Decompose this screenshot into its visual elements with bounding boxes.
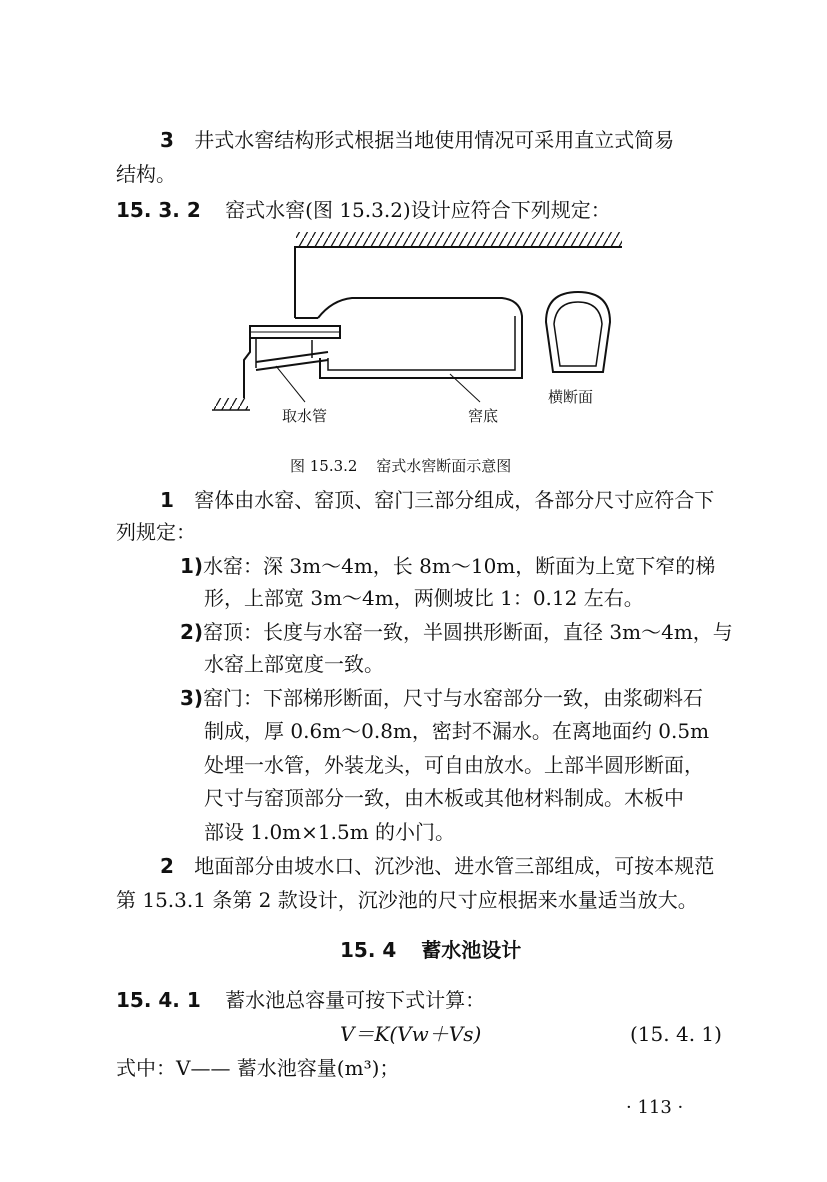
item-number: 1	[160, 488, 174, 512]
section-number: 15. 4	[340, 938, 397, 962]
label-cistern-bottom: 窖底	[468, 407, 499, 425]
ground-hatch-bottom	[214, 398, 248, 410]
sub-item-3-line2: 制成，厚 0.6m～0.8m，密封不漏水。在离地面约 0.5m	[204, 719, 710, 743]
section-heading-15-4	[340, 936, 521, 964]
item-3-continued: 结构。	[116, 162, 176, 186]
ground-hatch-top	[296, 232, 622, 246]
cave-cistern-diagram	[0, 0, 827, 480]
clause-15-4-1	[116, 986, 485, 1014]
sub-item-text: 水窑：深 3m～4m，长 8m～10m，断面为上宽下窄的梯	[203, 554, 716, 578]
sub-item-number: 2)	[180, 620, 204, 644]
sub-item-number: 3)	[180, 686, 204, 710]
page-number: · 113 ·	[626, 1097, 684, 1118]
formula-where: 式中：V—— 蓄水池容量(m³)；	[116, 1056, 400, 1080]
item-text: 地面部分由坡水口、沉沙池、进水管三部组成，可按本规范	[194, 854, 715, 878]
clause-number: 15. 4. 1	[116, 988, 201, 1012]
sub-item-3-line4: 尺寸与窑顶部分一致，由木板或其他材料制成。木板中	[204, 786, 684, 810]
vault-lining	[328, 316, 515, 370]
caption-number: 图 15.3.2	[290, 457, 358, 475]
sub-item-3-line5: 部设 1.0m×1.5m 的小门。	[204, 820, 456, 844]
clause-text: 蓄水池总容量可按下式计算：	[225, 988, 486, 1012]
leader-intake	[276, 366, 305, 402]
item-1	[160, 486, 714, 514]
clause-text: 窑式水窖(图 15.3.2)设计应符合下列规定：	[225, 198, 611, 222]
sub-item-text: 窑门：下部梯形断面，尺寸与水窑部分一致，由浆砌料石	[203, 686, 704, 710]
label-intake-pipe: 取水管	[282, 407, 328, 425]
sub-item-1-continued: 形，上部宽 3m～4m，两侧坡比 1：0.12 左右。	[204, 586, 644, 610]
caption-text: 窑式水窖断面示意图	[376, 457, 512, 475]
cross-section-inner	[554, 302, 602, 366]
sub-item-1	[180, 552, 715, 580]
section-title: 蓄水池设计	[421, 938, 522, 962]
front-wall	[244, 338, 250, 398]
sub-item-3-line3: 处埋一水管，外装龙头，可自由放水。上部半圆形断面，	[204, 753, 704, 777]
item-text: 窖体由水窑、窑顶、窑门三部分组成，各部分尺寸应符合下	[194, 488, 715, 512]
label-cross-section: 横断面	[548, 388, 594, 406]
sub-item-2-continued: 水窑上部宽度一致。	[204, 652, 384, 676]
formula-expression: V＝K(Vw＋Vs)	[340, 1022, 482, 1046]
clause-number: 15. 3. 2	[116, 198, 201, 222]
figure-caption	[290, 452, 511, 480]
item-1-continued: 列规定：	[116, 520, 196, 544]
sub-item-text: 窑顶：长度与水窑一致，半圆拱形断面，直径 3m～4m，与	[203, 620, 733, 644]
sub-item-3	[180, 684, 703, 712]
item-text: 井式水窖结构形式根据当地使用情况可采用直立式简易	[194, 128, 675, 152]
formula-number: (15. 4. 1)	[630, 1022, 722, 1046]
item-2	[160, 852, 714, 880]
item-number: 2	[160, 854, 174, 878]
vault-outline	[318, 298, 522, 378]
sub-item-number: 1)	[180, 554, 204, 578]
item-number: 3	[160, 128, 174, 152]
sub-item-2	[180, 618, 733, 646]
item-2-continued: 第 15.3.1 条第 2 款设计，沉沙池的尺寸应根据来水量适当放大。	[116, 888, 698, 912]
